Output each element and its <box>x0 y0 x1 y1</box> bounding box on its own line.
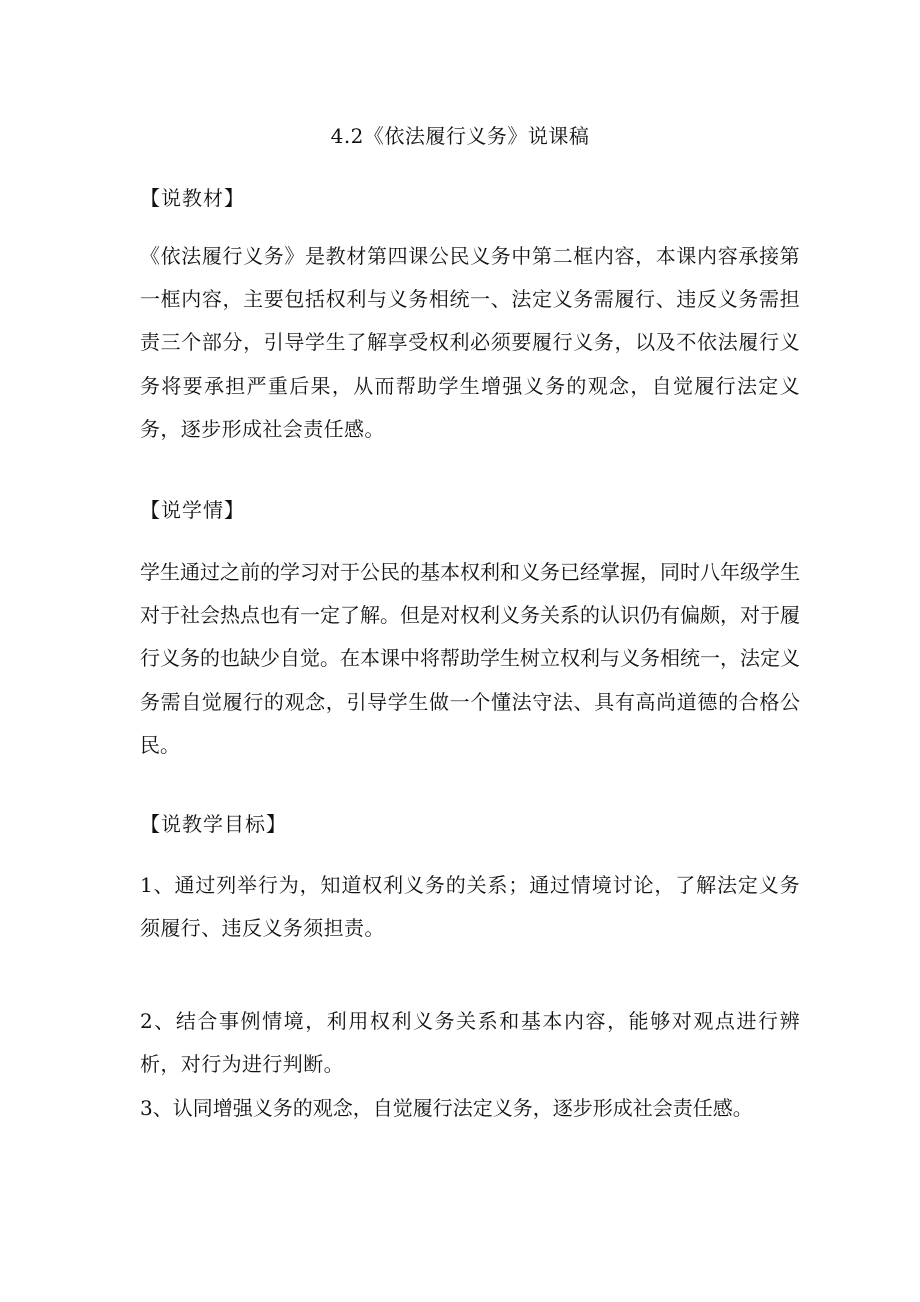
section-body-textbook: 《依法履行义务》是教材第四课公民义务中第二框内容，本课内容承接第一框内容，主要包括权利与义务相统一、法定义务需履行、违反义务需担责三个部分，引导学生了解享受权利必须要履行义务，以及不依法履行义务将要承担严重后果，从而帮助学生增强义务的观念，自觉履行法定义务，逐步形成社会责任感。 <box>140 244 800 441</box>
section-heading-objectives: 【说教学目标】 <box>140 812 287 836</box>
objective-item-2: 2、结合事例情境，利用权利义务关系和基本内容，能够对观点进行辨析，对行为进行判断。 <box>140 1009 800 1077</box>
document-title: 4.2《依法履行义务》说课稿 <box>330 124 590 148</box>
section-body-students: 学生通过之前的学习对于公民的基本权利和义务已经掌握，同时八年级学生对于社会热点也有一定了解。但是对权利义务关系的认识仍有偏颇，对于履行义务的也缺少自觉。在本课中将帮助学生树立权利与义务相统一，法定义务需自觉履行的观念，引导学生做一个懂法守法、具有高尚道德的合格公民。 <box>140 560 800 757</box>
section-heading-students: 【说学情】 <box>140 498 245 522</box>
objective-item-3: 3、认同增强义务的观念，自觉履行法定义务，逐步形成社会责任感。 <box>140 1096 753 1120</box>
section-heading-textbook: 【说教材】 <box>140 186 245 210</box>
objective-item-1: 1、通过列举行为，知道权利义务的关系；通过情境讨论，了解法定义务须履行、违反义务须担责。 <box>140 873 800 941</box>
